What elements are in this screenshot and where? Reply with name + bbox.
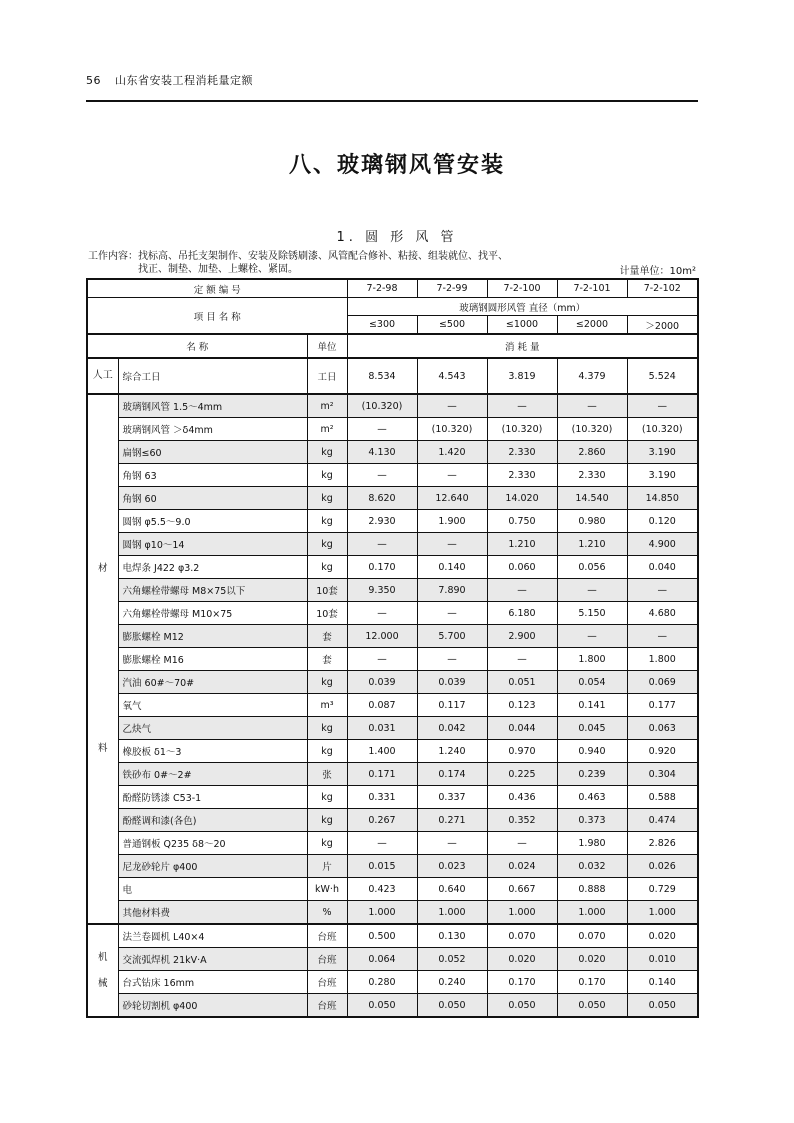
item-unit: kg	[307, 556, 347, 579]
value-cell: —	[557, 625, 627, 648]
material-row	[87, 740, 698, 763]
value-cell: —	[417, 533, 487, 556]
value-cell: 1.900	[417, 510, 487, 533]
material-row	[87, 855, 698, 878]
column-header-row	[87, 334, 698, 358]
value-cell: —	[417, 464, 487, 487]
category-char: 机	[97, 951, 108, 963]
material-row	[87, 579, 698, 602]
material-row	[87, 487, 698, 510]
value-cell: 3.190	[627, 441, 698, 464]
item-name: 橡胶板 δ1～3	[118, 740, 307, 763]
material-row	[87, 464, 698, 487]
section-title: 八、玻璃钢风管安装	[288, 153, 505, 178]
value-cell: —	[347, 648, 417, 671]
value-cell: 1.000	[487, 901, 557, 925]
group-row	[87, 298, 698, 316]
item-name: 膨胀螺栓 M16	[118, 648, 307, 671]
size-cell: ≤300	[347, 316, 417, 335]
value-cell: 12.000	[347, 625, 417, 648]
item-unit: kg	[307, 832, 347, 855]
item-unit: 台班	[307, 924, 347, 948]
value-cell: 0.123	[487, 694, 557, 717]
value-cell: 0.729	[627, 878, 698, 901]
value-cell: —	[487, 832, 557, 855]
item-unit: 台班	[307, 971, 347, 994]
value-cell: 0.042	[417, 717, 487, 740]
value-cell: —	[627, 579, 698, 602]
value-cell: 0.980	[557, 510, 627, 533]
value-cell: 0.667	[487, 878, 557, 901]
item-unit: 工日	[307, 358, 347, 394]
value-cell: (10.320)	[487, 418, 557, 441]
value-cell: 4.680	[627, 602, 698, 625]
category-char: 材	[97, 563, 108, 574]
material-row	[87, 901, 698, 925]
material-row	[87, 763, 698, 786]
quota-table	[86, 278, 699, 1018]
category-char: 料	[97, 743, 108, 754]
value-cell: —	[417, 832, 487, 855]
header-rule	[86, 100, 698, 102]
item-name: 圆钢 φ5.5～9.0	[118, 510, 307, 533]
value-cell: 0.170	[557, 971, 627, 994]
value-cell: 14.540	[557, 487, 627, 510]
value-cell: 0.050	[417, 994, 487, 1018]
code-row	[87, 279, 698, 298]
item-name: 交流弧焊机 21kV·A	[118, 948, 307, 971]
value-cell: 0.474	[627, 809, 698, 832]
value-cell: 4.900	[627, 533, 698, 556]
material-row	[87, 533, 698, 556]
value-cell: —	[347, 464, 417, 487]
item-name: 玻璃钢风管 1.5～4mm	[118, 394, 307, 418]
value-cell: 0.051	[487, 671, 557, 694]
material-row	[87, 832, 698, 855]
value-cell: 0.267	[347, 809, 417, 832]
value-cell: 0.337	[417, 786, 487, 809]
item-name: 汽油 60#～70#	[118, 671, 307, 694]
value-cell: 0.020	[557, 948, 627, 971]
item-unit: kW·h	[307, 878, 347, 901]
machinery-row	[87, 924, 698, 948]
material-row	[87, 878, 698, 901]
size-cell: ≤500	[417, 316, 487, 335]
value-cell: 0.064	[347, 948, 417, 971]
value-cell: 1.980	[557, 832, 627, 855]
item-unit: 片	[307, 855, 347, 878]
measurement-unit: 计量单位：10m²	[619, 266, 696, 277]
value-cell: 0.060	[487, 556, 557, 579]
value-cell: 9.350	[347, 579, 417, 602]
item-name: 铁砂布 0#～2#	[118, 763, 307, 786]
material-row	[87, 671, 698, 694]
value-cell: 2.826	[627, 832, 698, 855]
value-cell: 0.239	[557, 763, 627, 786]
item-name: 其他材料费	[118, 901, 307, 925]
work-content-line-2: 找正、制垫、加垫、上螺栓、紧固。	[138, 264, 298, 275]
value-cell: 5.700	[417, 625, 487, 648]
value-cell: —	[487, 648, 557, 671]
value-cell: —	[487, 579, 557, 602]
unit-header: 单位	[307, 334, 347, 358]
size-cell: ≤2000	[557, 316, 627, 335]
labor-row	[87, 358, 698, 394]
item-name: 酚醛防锈漆 C53-1	[118, 786, 307, 809]
value-cell: 0.056	[557, 556, 627, 579]
value-cell: 8.534	[347, 358, 417, 394]
value-cell: 0.040	[627, 556, 698, 579]
value-cell: 0.020	[627, 924, 698, 948]
value-cell: 5.524	[627, 358, 698, 394]
material-row	[87, 648, 698, 671]
value-cell: 7.890	[417, 579, 487, 602]
item-name: 砂轮切割机 φ400	[118, 994, 307, 1018]
value-cell: —	[627, 625, 698, 648]
value-cell: 0.023	[417, 855, 487, 878]
item-unit: kg	[307, 441, 347, 464]
category-label	[87, 394, 118, 924]
value-cell: 3.190	[627, 464, 698, 487]
item-name: 尼龙砂轮片 φ400	[118, 855, 307, 878]
value-cell: 0.052	[417, 948, 487, 971]
value-cell: 0.120	[627, 510, 698, 533]
material-row	[87, 625, 698, 648]
item-name: 扁钢≤60	[118, 441, 307, 464]
code-cell: 7-2-102	[627, 279, 698, 298]
value-cell: 1.400	[347, 740, 417, 763]
value-cell: 1.000	[347, 901, 417, 925]
value-cell: 4.379	[557, 358, 627, 394]
labor-category: 人工	[87, 358, 118, 394]
value-cell: 0.024	[487, 855, 557, 878]
value-cell: 4.130	[347, 441, 417, 464]
value-cell: 12.640	[417, 487, 487, 510]
value-cell: 0.331	[347, 786, 417, 809]
value-cell: 0.087	[347, 694, 417, 717]
item-name: 普通钢板 Q235 δ8～20	[118, 832, 307, 855]
value-cell: 0.140	[417, 556, 487, 579]
item-unit: 10套	[307, 579, 347, 602]
size-cell: ＞2000	[627, 316, 698, 335]
item-unit: 套	[307, 625, 347, 648]
value-cell: 0.588	[627, 786, 698, 809]
value-cell: 0.177	[627, 694, 698, 717]
value-cell: 0.045	[557, 717, 627, 740]
value-cell: 0.140	[627, 971, 698, 994]
value-cell: 0.352	[487, 809, 557, 832]
item-name: 玻璃钢风管 ＞δ4mm	[118, 418, 307, 441]
code-cell: 7-2-98	[347, 279, 417, 298]
value-cell: 0.436	[487, 786, 557, 809]
value-cell: —	[417, 602, 487, 625]
value-cell: (10.320)	[557, 418, 627, 441]
material-row	[87, 809, 698, 832]
material-row	[87, 717, 698, 740]
value-cell: 4.543	[417, 358, 487, 394]
value-cell: 1.240	[417, 740, 487, 763]
value-cell: 1.000	[557, 901, 627, 925]
value-cell: 0.020	[487, 948, 557, 971]
item-name: 法兰卷圆机 L40×4	[118, 924, 307, 948]
value-cell: 0.130	[417, 924, 487, 948]
item-name: 综合工日	[118, 358, 307, 394]
group-label: 玻璃钢圆形风管 直径（mm）	[347, 298, 698, 316]
value-cell: 0.044	[487, 717, 557, 740]
value-cell: 0.050	[627, 994, 698, 1018]
value-cell: 0.032	[557, 855, 627, 878]
value-cell: 0.271	[417, 809, 487, 832]
value-cell: 0.039	[347, 671, 417, 694]
value-cell: 0.063	[627, 717, 698, 740]
code-cell: 7-2-100	[487, 279, 557, 298]
value-cell: 2.930	[347, 510, 417, 533]
item-name: 圆钢 φ10～14	[118, 533, 307, 556]
item-name: 六角螺栓带螺母 M10×75	[118, 602, 307, 625]
item-name: 酚醛调和漆(各色)	[118, 809, 307, 832]
value-cell: —	[557, 394, 627, 418]
value-cell: —	[557, 579, 627, 602]
value-cell: 0.970	[487, 740, 557, 763]
value-cell: 3.819	[487, 358, 557, 394]
value-cell: (10.320)	[417, 418, 487, 441]
work-content	[88, 250, 698, 276]
item-unit: kg	[307, 740, 347, 763]
item-unit: %	[307, 901, 347, 925]
item-name: 乙炔气	[118, 717, 307, 740]
size-cell: ≤1000	[487, 316, 557, 335]
value-cell: 0.170	[347, 556, 417, 579]
machinery-row	[87, 971, 698, 994]
value-cell: 1.210	[487, 533, 557, 556]
value-cell: 5.150	[557, 602, 627, 625]
code-cell: 7-2-99	[417, 279, 487, 298]
item-unit: kg	[307, 717, 347, 740]
value-cell: (10.320)	[347, 394, 417, 418]
value-cell: —	[347, 832, 417, 855]
material-row	[87, 418, 698, 441]
value-cell: 0.141	[557, 694, 627, 717]
value-cell: 0.170	[487, 971, 557, 994]
category-char: 械	[97, 977, 108, 989]
material-row	[87, 394, 698, 418]
item-name: 膨胀螺栓 M12	[118, 625, 307, 648]
value-cell: —	[627, 394, 698, 418]
value-cell: 1.000	[627, 901, 698, 925]
value-cell: 8.620	[347, 487, 417, 510]
value-cell: —	[347, 533, 417, 556]
item-unit: 台班	[307, 948, 347, 971]
value-cell: 0.280	[347, 971, 417, 994]
value-cell: 0.423	[347, 878, 417, 901]
value-cell: 0.174	[417, 763, 487, 786]
item-unit: m²	[307, 394, 347, 418]
value-cell: 0.050	[487, 994, 557, 1018]
value-cell: 0.750	[487, 510, 557, 533]
value-cell: 0.640	[417, 878, 487, 901]
value-cell: 2.900	[487, 625, 557, 648]
item-name: 角钢 60	[118, 487, 307, 510]
value-cell: 0.940	[557, 740, 627, 763]
value-cell: 0.050	[557, 994, 627, 1018]
name-header: 名 称	[87, 334, 307, 358]
value-cell: 0.026	[627, 855, 698, 878]
material-row	[87, 441, 698, 464]
item-label: 项 目 名 称	[87, 298, 347, 335]
value-cell: 1.800	[557, 648, 627, 671]
value-cell: 2.330	[487, 464, 557, 487]
value-cell: 0.069	[627, 671, 698, 694]
value-cell: —	[487, 394, 557, 418]
value-cell: —	[347, 602, 417, 625]
value-cell: (10.320)	[627, 418, 698, 441]
material-row	[87, 694, 698, 717]
material-row	[87, 510, 698, 533]
value-cell: 0.117	[417, 694, 487, 717]
value-cell: 0.039	[417, 671, 487, 694]
value-cell: 0.171	[347, 763, 417, 786]
value-cell: 0.920	[627, 740, 698, 763]
value-cell: 0.070	[487, 924, 557, 948]
value-cell: 2.330	[557, 464, 627, 487]
item-unit: kg	[307, 464, 347, 487]
item-name: 角钢 63	[118, 464, 307, 487]
code-cell: 7-2-101	[557, 279, 627, 298]
material-row	[87, 556, 698, 579]
value-cell: 0.010	[627, 948, 698, 971]
item-unit: m³	[307, 694, 347, 717]
book-title: 山东省安装工程消耗量定额	[115, 74, 253, 87]
item-unit: kg	[307, 510, 347, 533]
value-cell: 0.500	[347, 924, 417, 948]
item-unit: kg	[307, 786, 347, 809]
value-cell: 2.330	[487, 441, 557, 464]
item-name: 电焊条 J422 φ3.2	[118, 556, 307, 579]
value-cell: 1.210	[557, 533, 627, 556]
subsection-title: 1. 圆 形 风 管	[336, 230, 458, 245]
item-unit: kg	[307, 809, 347, 832]
machinery-row	[87, 994, 698, 1018]
value-cell: 14.850	[627, 487, 698, 510]
value-cell: —	[417, 648, 487, 671]
value-cell: 0.015	[347, 855, 417, 878]
item-name: 六角螺栓带螺母 M8×75以下	[118, 579, 307, 602]
item-unit: kg	[307, 487, 347, 510]
value-cell: —	[347, 418, 417, 441]
item-unit: 套	[307, 648, 347, 671]
value-cell: 0.050	[347, 994, 417, 1018]
value-cell: 1.800	[627, 648, 698, 671]
item-unit: 10套	[307, 602, 347, 625]
page-number: 56	[86, 74, 101, 87]
item-name: 台式钻床 16mm	[118, 971, 307, 994]
value-cell: 0.031	[347, 717, 417, 740]
machinery-row	[87, 948, 698, 971]
value-cell: 0.373	[557, 809, 627, 832]
value-cell: 1.420	[417, 441, 487, 464]
value-cell: 0.463	[557, 786, 627, 809]
value-cell: 0.888	[557, 878, 627, 901]
value-cell: 14.020	[487, 487, 557, 510]
page-header	[86, 72, 263, 88]
value-cell: 1.000	[417, 901, 487, 925]
material-row	[87, 602, 698, 625]
item-unit: 台班	[307, 994, 347, 1018]
item-unit: 张	[307, 763, 347, 786]
item-name: 氧气	[118, 694, 307, 717]
consume-header: 消 耗 量	[347, 334, 698, 358]
value-cell: 0.240	[417, 971, 487, 994]
item-unit: kg	[307, 671, 347, 694]
work-content-line-1: 工作内容：找标高、吊托支架制作、安装及除锈刷漆、风管配合修补、粘接、组装就位、找平、	[88, 251, 508, 262]
material-row	[87, 786, 698, 809]
value-cell: 2.860	[557, 441, 627, 464]
value-cell: —	[417, 394, 487, 418]
value-cell: 0.054	[557, 671, 627, 694]
value-cell: 0.225	[487, 763, 557, 786]
category-label	[87, 924, 118, 1017]
value-cell: 0.070	[557, 924, 627, 948]
item-unit: kg	[307, 533, 347, 556]
value-cell: 0.304	[627, 763, 698, 786]
value-cell: 6.180	[487, 602, 557, 625]
code-label: 定 额 编 号	[87, 279, 347, 298]
item-unit: m²	[307, 418, 347, 441]
item-name: 电	[118, 878, 307, 901]
